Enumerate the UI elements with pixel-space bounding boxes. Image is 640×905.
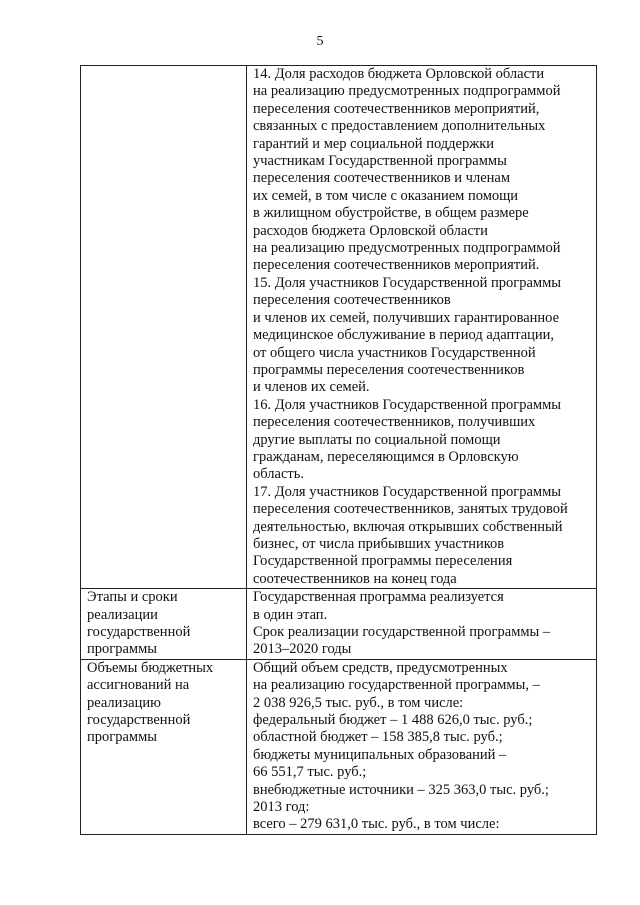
table-row-indicators xyxy=(81,66,597,589)
row-content-cell xyxy=(247,589,597,660)
row-content-line: переселения соотечественников и членам xyxy=(253,170,511,187)
page-number: 5 xyxy=(316,34,324,49)
row-label-line: реализацию xyxy=(87,694,161,711)
row-content-line: переселения соотечественников xyxy=(253,292,451,309)
row-content-line: их семей, в том числе с оказанием помощи xyxy=(253,187,519,204)
row-content-line: переселения соотечественников, получивших xyxy=(253,414,536,431)
row-content-line: другие выплаты по социальной помощи xyxy=(253,431,501,448)
row-content-line: область. xyxy=(253,466,304,483)
row-content-line: бюджеты муниципальных образований – xyxy=(253,746,507,763)
row-content-line: переселения соотечественников мероприятий. xyxy=(253,257,540,274)
row-content-line: областной бюджет – 158 385,8 тыс. руб.; xyxy=(253,729,503,746)
row-content-line: Срок реализации государственной программы – xyxy=(253,624,551,640)
row-content-line: 16. Доля участников Государственной программы xyxy=(253,396,562,413)
row-content-line: гарантий и мер социальной поддержки xyxy=(253,135,495,152)
row-content-line: переселения соотечественников мероприятий, xyxy=(253,100,540,117)
row-label-line: реализации xyxy=(87,606,158,623)
row-content-line: программы переселения соотечественников xyxy=(253,361,525,378)
row-content-line: в жилищном обустройстве, в общем размере xyxy=(253,205,529,222)
row-content-line: расходов бюджета Орловской области xyxy=(253,222,488,239)
row-content-line: гражданам, переселяющимся в Орловскую xyxy=(253,448,519,465)
passport-table xyxy=(80,65,597,835)
row-content-cell xyxy=(247,66,597,589)
row-content-line: переселения соотечественников, занятых трудовой xyxy=(253,501,568,518)
row-content-line: медицинское обслуживание в период адаптации, xyxy=(253,327,555,344)
row-content-line: внебюджетные источники – 325 363,0 тыс. руб.; xyxy=(253,781,549,798)
row-content-cell xyxy=(247,659,597,834)
row-content-line: на реализацию государственной программы, – xyxy=(253,677,540,694)
row-content-line: на реализацию предусмотренных подпрограммой xyxy=(253,240,561,257)
row-content-line: в один этап. xyxy=(253,606,328,623)
row-label-cell xyxy=(81,589,247,660)
row-content-line: 2 038 926,5 тыс. руб., в том числе: xyxy=(253,694,464,711)
row-label-line: государственной xyxy=(87,624,191,640)
row-content-line: и членов их семей. xyxy=(253,379,370,396)
table-row-stages xyxy=(81,589,597,660)
row-content-line: соотечественников на конец года xyxy=(253,570,457,587)
row-label-cell xyxy=(81,659,247,834)
row-content-line: на реализацию предусмотренных подпрограммой xyxy=(253,83,561,100)
row-content-line: 15. Доля участников Государственной программы xyxy=(253,274,562,291)
row-content-line: и членов их семей, получивших гарантированное xyxy=(253,309,560,326)
row-content-line: 2013 год: xyxy=(253,799,310,816)
row-content-line: 66 551,7 тыс. руб.; xyxy=(253,764,367,781)
row-content-line: 14. Доля расходов бюджета Орловской области xyxy=(253,66,545,82)
row-content-line: деятельностью, включая открывших собственный xyxy=(253,518,563,535)
row-label-line: ассигнований на xyxy=(87,677,190,694)
row-label-line: Объемы бюджетных xyxy=(87,659,214,676)
row-content-line: Государственной программы переселения xyxy=(253,553,513,570)
row-label-line: программы xyxy=(87,729,157,746)
row-content-line: от общего числа участников Государственной xyxy=(253,344,536,361)
row-label-line: программы xyxy=(87,641,157,658)
row-content-line: связанных с предоставлением дополнительных xyxy=(253,118,546,135)
row-content-line: всего – 279 631,0 тыс. руб., в том числе: xyxy=(253,816,500,833)
row-content-line: федеральный бюджет – 1 488 626,0 тыс. руб.; xyxy=(253,712,533,729)
row-content-line: 2013–2020 годы xyxy=(253,641,352,658)
row-label-line: государственной xyxy=(87,712,191,729)
row-label-line: Этапы и сроки xyxy=(87,589,178,606)
row-content-line: участникам Государственной программы xyxy=(253,153,507,170)
row-label-cell xyxy=(81,66,247,589)
row-content-line: бизнес, от числа прибывших участников xyxy=(253,535,505,552)
table-row-budget xyxy=(81,659,597,834)
row-content-line: Государственная программа реализуется xyxy=(253,589,504,606)
row-content-line: 17. Доля участников Государственной программы xyxy=(253,483,562,500)
row-content-line: Общий объем средств, предусмотренных xyxy=(253,659,508,676)
